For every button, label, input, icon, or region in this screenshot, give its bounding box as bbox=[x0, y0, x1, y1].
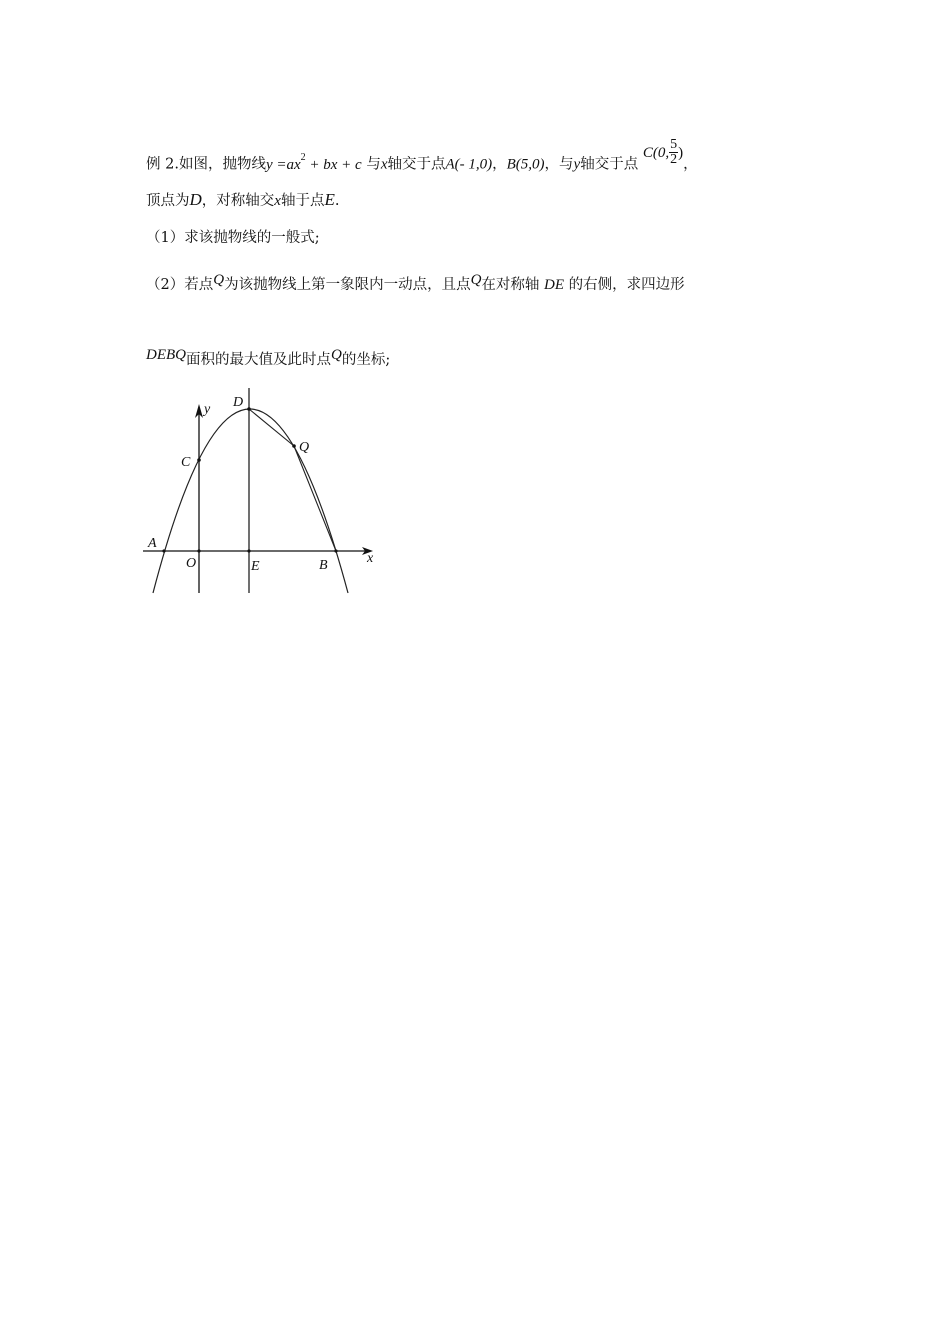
y-variable: y bbox=[573, 156, 581, 173]
point-c bbox=[197, 458, 201, 462]
point-q: Q bbox=[470, 272, 482, 288]
label-d: D bbox=[233, 395, 244, 410]
problem-statement-line-1 bbox=[146, 137, 698, 179]
text: 的右侧，求四边形 bbox=[568, 277, 685, 293]
point-b bbox=[334, 549, 337, 552]
text: 轴交于点 bbox=[387, 156, 446, 173]
text: 为该抛物线上第一象限内一动点，且点 bbox=[224, 277, 471, 293]
text: 轴交于点 bbox=[580, 156, 639, 173]
parabola-figure bbox=[140, 385, 380, 600]
question-1: （1）求该抛物线的一般式; bbox=[146, 230, 320, 246]
point-q: Q bbox=[331, 347, 342, 363]
text: ，与 bbox=[544, 156, 574, 173]
x-variable: x bbox=[274, 193, 281, 209]
question-2-line-2 bbox=[146, 347, 391, 370]
point-q: Q bbox=[213, 272, 225, 288]
question-2-line-1 bbox=[146, 272, 685, 295]
text: 在对称轴 bbox=[481, 277, 540, 293]
label-y: y bbox=[204, 402, 211, 417]
point-e: E bbox=[324, 190, 335, 209]
text: 的坐标; bbox=[341, 352, 391, 368]
text: 顶点为 bbox=[146, 193, 190, 209]
text: ， bbox=[492, 156, 507, 173]
point-o bbox=[197, 549, 200, 552]
point-d bbox=[247, 407, 251, 411]
text: ， bbox=[683, 156, 698, 173]
point-e bbox=[247, 549, 250, 552]
segment-qb bbox=[294, 446, 336, 551]
label-a: A bbox=[148, 536, 157, 551]
point-c: C(0, $\frac{5}{2}$ ) bbox=[642, 137, 684, 167]
text: . bbox=[334, 193, 340, 209]
text: 与 bbox=[366, 156, 381, 173]
segment-de: DE bbox=[544, 277, 565, 293]
label-b: B bbox=[319, 558, 328, 573]
label-c: C bbox=[181, 455, 191, 470]
point-a: A(- 1,0) bbox=[445, 156, 493, 173]
point-b: B(5,0) bbox=[506, 156, 545, 173]
text: ，对称轴交 bbox=[201, 193, 275, 209]
quadrilateral-debq: DEBQ bbox=[146, 347, 186, 363]
x-variable: x bbox=[380, 156, 388, 173]
problem-statement-line-2 bbox=[146, 190, 339, 211]
point-q bbox=[292, 444, 296, 448]
segment-dq bbox=[249, 409, 294, 446]
vertex-d: D bbox=[189, 190, 202, 209]
label-q: Q bbox=[299, 440, 310, 455]
problem-title: 例 2.如图，抛物线 bbox=[146, 156, 266, 173]
text: （2）若点 bbox=[146, 277, 214, 293]
point-a bbox=[162, 549, 165, 552]
text: 轴于点 bbox=[280, 193, 325, 209]
text: 面积的最大值及此时点 bbox=[186, 352, 331, 368]
label-x: x bbox=[367, 551, 374, 566]
label-e: E bbox=[251, 559, 260, 574]
label-o: O bbox=[186, 556, 197, 571]
equation: $y =ax^2$ + bx + c bbox=[265, 151, 362, 173]
